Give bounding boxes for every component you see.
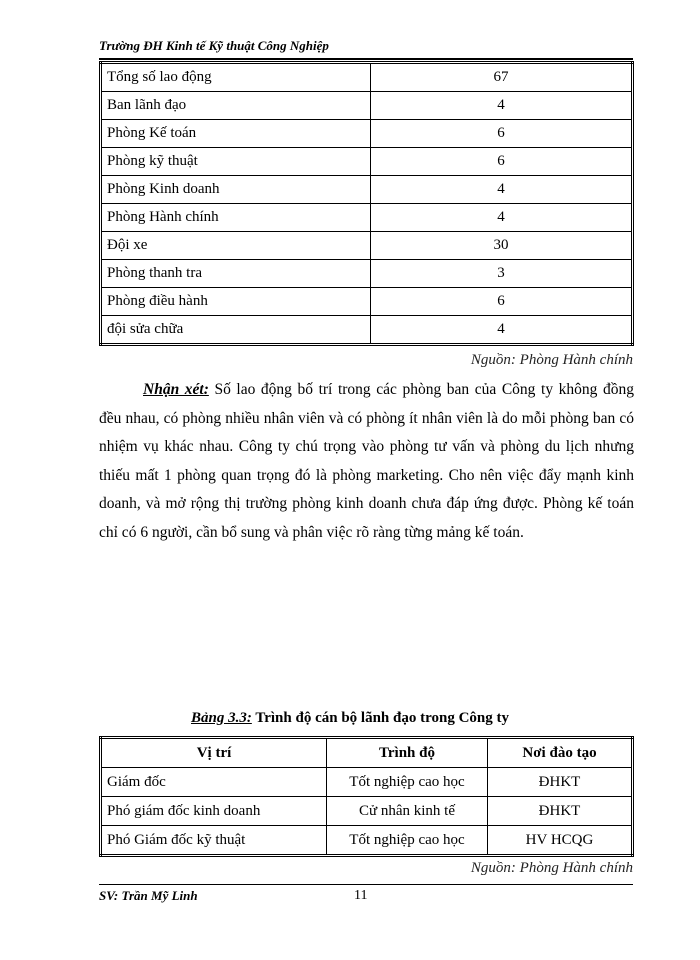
department-cell: Phòng kỹ thuật [101, 148, 371, 176]
running-header: Trường ĐH Kinh tế Kỹ thuật Công Nghiệp [99, 38, 329, 53]
commentary-paragraph [99, 376, 634, 547]
count-cell: 3 [371, 260, 633, 288]
department-cell: Phòng Kế toán [101, 120, 371, 148]
table1-source-note: Nguồn: Phòng Hành chính [470, 352, 633, 368]
position-cell: Phó giám đốc kinh doanh [101, 797, 327, 826]
department-cell: Tổng số lao động [101, 63, 371, 92]
table-row [101, 260, 633, 288]
table-header-row [101, 738, 633, 768]
table-row [101, 176, 633, 204]
table-row [101, 120, 633, 148]
header-divider [99, 58, 633, 60]
training-place-cell: ĐHKT [488, 768, 633, 797]
column-header-position: Vị trí [101, 738, 327, 768]
table-row [101, 316, 633, 345]
training-place-cell: ĐHKT [488, 797, 633, 826]
table-row [101, 288, 633, 316]
commentary-text: Số lao động bố trí trong các phòng ban của Công ty không đồng đều nhau, có phòng nhiều nhân viên và có phòng ít nhân viên là do mỗi phòng ban có nhiệm vụ khác nhau. Công ty chú trọng vào phòng tư vấn và phòng du lịch nhưng thiếu mất 1 phòng quan trọng đó là phòng marketing. Cho nên việc đẩy mạnh kinh doanh, và mở rộng thị trường phòng kinh doanh chưa đáp ứng được. Phòng kế toán chỉ có 6 người, cần bổ sung và phân việc rõ ràng từng mảng kế toán. [99, 381, 634, 541]
qualification-cell: Tốt nghiệp cao học [327, 826, 488, 856]
table2-caption-label: Bảng 3.3: [191, 710, 252, 726]
count-cell: 6 [371, 148, 633, 176]
department-cell: Ban lãnh đạo [101, 92, 371, 120]
leadership-qualification-table [99, 736, 634, 857]
count-cell: 30 [371, 232, 633, 260]
count-cell: 6 [371, 120, 633, 148]
department-cell: Phòng điều hành [101, 288, 371, 316]
footer-author: SV: Trần Mỹ Linh [99, 888, 198, 903]
qualification-cell: Tốt nghiệp cao học [327, 768, 488, 797]
table-row [101, 204, 633, 232]
table-row [101, 63, 633, 92]
footer-divider [99, 884, 633, 885]
count-cell: 4 [371, 204, 633, 232]
staff-count-table [99, 61, 634, 346]
department-cell: đội sửa chữa [101, 316, 371, 345]
count-cell: 67 [371, 63, 633, 92]
count-cell: 6 [371, 288, 633, 316]
position-cell: Giám đốc [101, 768, 327, 797]
table2-caption-text: Trình độ cán bộ lãnh đạo trong Công ty [251, 710, 509, 726]
department-cell: Phòng thanh tra [101, 260, 371, 288]
count-cell: 4 [371, 316, 633, 345]
department-cell: Phòng Kinh doanh [101, 176, 371, 204]
position-cell: Phó Giám đốc kỹ thuật [101, 826, 327, 856]
table-row [101, 148, 633, 176]
column-header-training-place: Nơi đào tạo [488, 738, 633, 768]
training-place-cell: HV HCQG [488, 826, 633, 856]
column-header-qualification: Trình độ [327, 738, 488, 768]
table-row [101, 92, 633, 120]
table2-source-note: Nguồn: Phòng Hành chính [470, 860, 633, 876]
table-row [101, 826, 633, 856]
count-cell: 4 [371, 92, 633, 120]
department-cell: Đội xe [101, 232, 371, 260]
table-row [101, 232, 633, 260]
table-row [101, 768, 633, 797]
commentary-label: Nhận xét: [143, 381, 209, 398]
page-number: 11 [354, 888, 368, 903]
count-cell: 4 [371, 176, 633, 204]
qualification-cell: Cử nhân kinh tế [327, 797, 488, 826]
table-row [101, 797, 633, 826]
department-cell: Phòng Hành chính [101, 204, 371, 232]
table2-caption [0, 710, 700, 727]
